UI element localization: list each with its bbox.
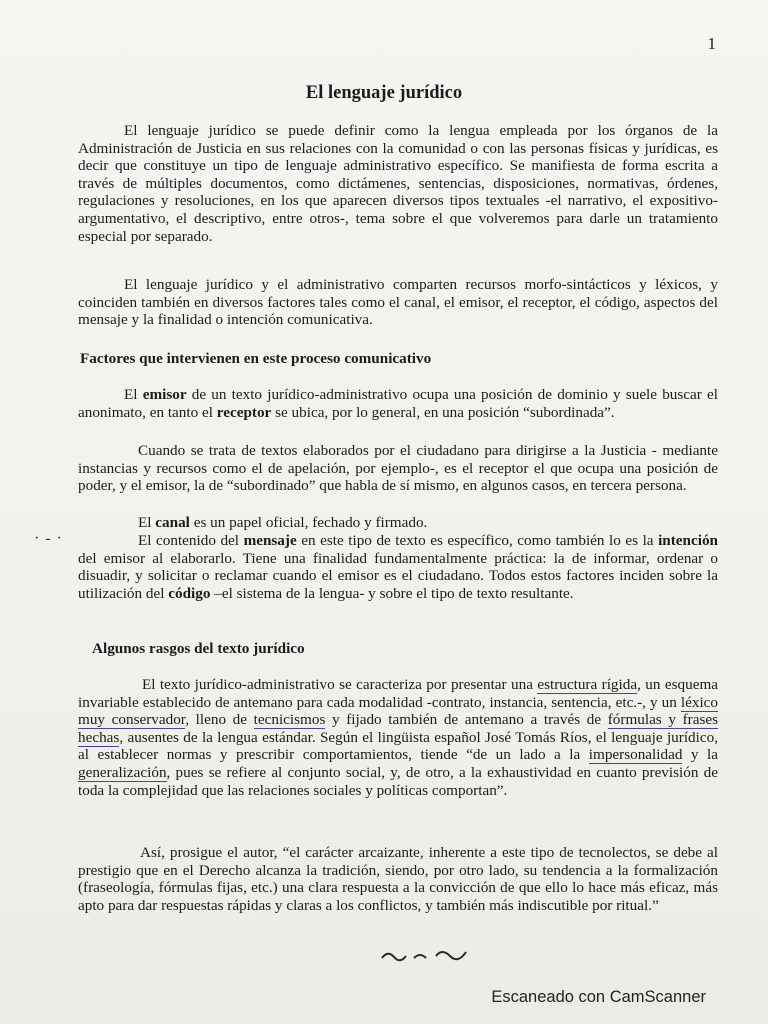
rasgos-text-d: y fijado también de antemano a través de	[325, 711, 608, 729]
arcaizante-paragraph	[78, 844, 718, 914]
underlined-generalizacion: generalización	[78, 763, 167, 781]
underlined-lexico-conservador: léxico muy conservador	[78, 693, 718, 729]
mensaje-paragraph	[78, 532, 718, 602]
mensaje-text-e: –el sistema de la lengua- y sobre el tipo de texto resultante.	[210, 584, 574, 602]
underlined-estructura-rigida: estructura rígida	[537, 676, 638, 693]
canal-text-c: es un papel oficial, fechado y firmado.	[189, 514, 428, 531]
ciudadano-text: Cuando se trata de textos elaborados por el ciudadano para dirigirse a la Justicia - mediante instancias y recursos como el de apelación, por ejemplo-, es el receptor el que ocupa una posición de poder, y el emisor, la de “subordinado” que habla de sí mismo, en algunos casos, en tercera persona.	[78, 442, 718, 495]
page-number: 1	[707, 34, 716, 53]
emisor-term: emisor	[142, 386, 187, 403]
margin-pen-mark: ·-·	[34, 530, 68, 547]
shared-resources-paragraph	[78, 276, 718, 329]
rasgos-text-g: , pues se refiere al conjunto social, y, de otro, a la exhaustividad en cuanto previsión de toda la complejidad que las relaciones sociales y políticas comportan”.	[78, 763, 718, 799]
emisor-text-d: se ubica, por lo general, en una posición “subordinada”.	[271, 403, 615, 421]
handwritten-scribble	[380, 946, 470, 962]
shared-resources-text: El lenguaje jurídico y el administrativo comparten recursos morfo-sintácticos y léxicos, y coinciden también en diversos factores tales como el canal, el emisor, el receptor, el código, aspectos del mensaje y la finalidad o intención comunicativa.	[78, 276, 718, 329]
canal-text-a: El	[138, 514, 156, 531]
arcaizante-text: Así, prosigue el autor, “el carácter arcaizante, inherente a este tipo de tecnolectos, se debe al prestigio que en el Derecho alcanza la tradición, siendo, por otro lado, su tendencia a la formalización (fraseología, fórmulas fijas, etc.) una clara respuesta a la convicción de que ello lo hace más eficaz, más apto para dar respuestas rápidas y claras a los conflictos, y también más indiscutible por ritual.”	[78, 844, 718, 914]
underlined-formulas: fórmulas y frases hechas	[78, 711, 719, 746]
intro-paragraph-text: El lenguaje jurídico se puede definir como la lengua empleada por los órganos de la Administración de Justicia en sus relaciones con la comunidad o con las personas físicas y jurídicas, es decir que constituye un tipo de lenguaje administrativo específico. Se manifiesta de forma escrita a través de múltiples documentos, como dictámenes, sentencias, disposiciones, normativas, órdenes, regulaciones y resoluciones, en los que aparecen diversos tipos textuales -el narrativo, el expositivo-argumentativo, el descriptivo, entre otros-, tema sobre el que volveremos para darle un tratamiento especial por separado.	[78, 122, 718, 245]
rasgos-text-b: , un esquema invariable establecido de antemano para cada modalidad -contrato, instancia, sentencia, etc.-, y un	[78, 676, 719, 711]
rasgos-paragraph	[78, 676, 718, 799]
rasgos-text-a: El texto jurídico-administrativo se caracteriza por presentar una	[142, 676, 538, 693]
ciudadano-paragraph	[78, 442, 718, 495]
rasgos-text-c: , lleno de	[185, 711, 254, 729]
emisor-text-c: de un texto jurídico-administrativo ocupa una posición de dominio y suele buscar el anonimato, en tanto el	[78, 386, 718, 421]
intro-paragraph	[78, 122, 718, 245]
rasgos-text-e: , ausentes de la lengua estándar. Según el lingüista español José Tomás Ríos, el lenguaje jurídico, al establecer normas y prescribir comportamientos, tiende “de un lado a la	[78, 728, 718, 764]
mensaje-text-c: en este tipo de texto es específico, como también lo es la	[296, 532, 659, 549]
codigo-term: código	[168, 584, 211, 602]
canal-paragraph	[78, 514, 718, 532]
section-heading-factores: Factores que intervienen en este proceso comunicativo	[80, 350, 432, 367]
canal-term: canal	[155, 514, 190, 531]
emisor-paragraph	[78, 386, 718, 421]
underlined-tecnicismos: tecnicismos	[253, 711, 326, 729]
intencion-term: intención	[658, 532, 718, 549]
rasgos-text-f: y la	[682, 746, 719, 764]
receptor-term: receptor	[216, 403, 272, 421]
mensaje-text-a: El contenido del	[138, 532, 244, 549]
underlined-impersonalidad: impersonalidad	[588, 746, 683, 764]
section-heading-rasgos: Algunos rasgos del texto jurídico	[92, 640, 305, 657]
camscanner-watermark: Escaneado con CamScanner	[491, 988, 706, 1006]
emisor-text-a: El	[124, 386, 143, 403]
mensaje-text-d: del emisor al elaborarlo. Tiene una finalidad fundamentalmente práctica: la de informar, ordenar o disuadir, y solicitar o reclamar cuando el emisor es el ciudadano. Todos estos factores inciden sobre la utilización del	[78, 549, 718, 602]
document-title: El lenguaje jurídico	[305, 83, 463, 103]
mensaje-term: mensaje	[243, 532, 297, 549]
